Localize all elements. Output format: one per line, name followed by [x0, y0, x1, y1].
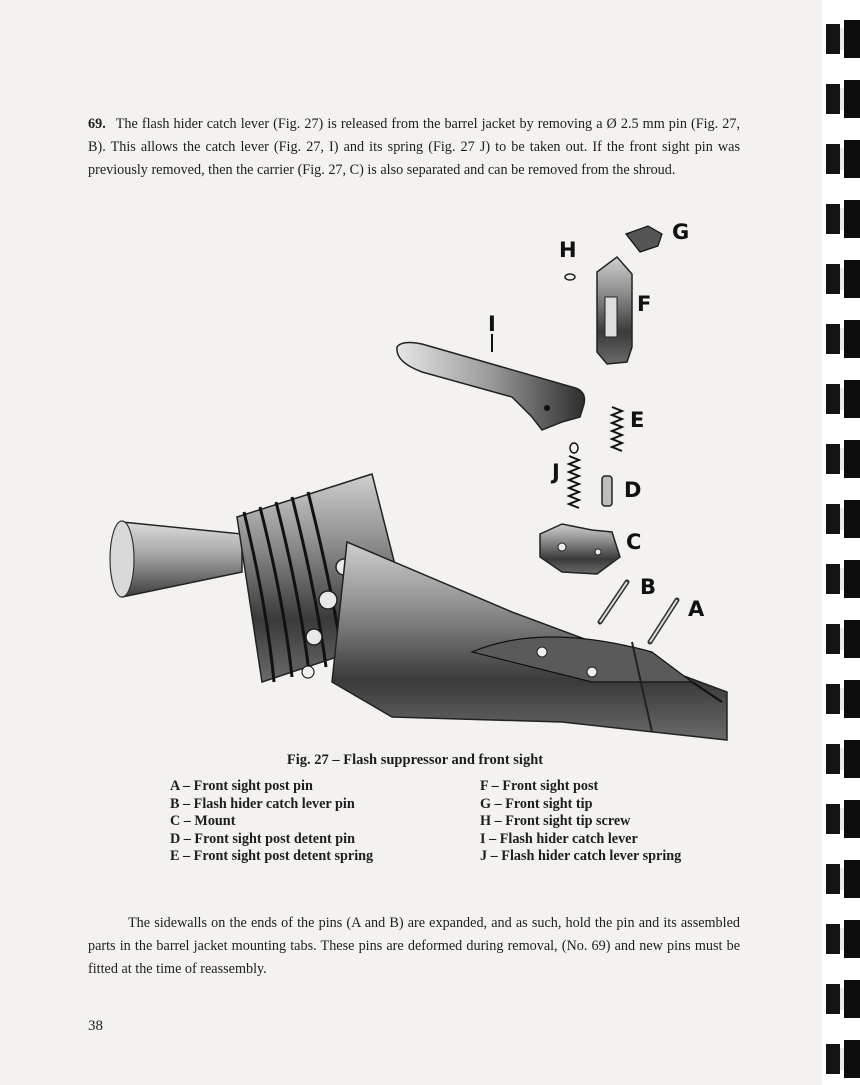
- legend-item-f: F – Front sight post: [480, 778, 599, 794]
- binding-loop: [826, 620, 860, 660]
- binding-loop: [826, 1040, 860, 1080]
- pins-a-and-b: [600, 582, 677, 642]
- legend-left-column: [170, 778, 373, 866]
- label-c: C: [626, 530, 642, 554]
- flash-hider-cone: [110, 521, 242, 597]
- detent-pin-part-d: [602, 476, 612, 506]
- figure-27-illustration: [92, 212, 742, 744]
- legend-item-i: I – Flash hider catch lever: [480, 830, 638, 847]
- barrel-jacket: [332, 542, 727, 740]
- front-sight-post-part-f: [597, 257, 632, 364]
- legend-item-j: J – Flash hider catch lever spring: [480, 848, 682, 864]
- tip-screw-part-h: [565, 274, 575, 280]
- label-d: D: [624, 478, 642, 502]
- binding-loop: [826, 140, 860, 180]
- catch-lever-spring-part-j: [569, 443, 579, 508]
- paragraph-69: [88, 113, 740, 182]
- label-h: H: [559, 238, 577, 262]
- label-a: A: [688, 597, 705, 621]
- legend-item-g: G – Front sight tip: [480, 795, 593, 812]
- legend-item-h: H – Front sight tip screw: [480, 813, 631, 829]
- binding-loop: [826, 740, 860, 780]
- binding-loop: [826, 500, 860, 540]
- catch-lever-part-i: [397, 343, 585, 430]
- paragraph-pins-note: The sidewalls on the ends of the pins (A and B) are expanded, and as such, hold the pin and its assembled parts in the barrel jacket mounting tabs. These pins are deformed during removal, (No. 69) and new pins must be fitted at the time of reassembly.: [88, 915, 740, 978]
- mount-part-c: [540, 524, 620, 574]
- legend-item-a: A – Front sight post pin: [170, 778, 313, 794]
- label-b: B: [640, 575, 657, 599]
- binding-loop: [826, 560, 860, 600]
- spiral-binding: [822, 0, 860, 1085]
- binding-loop: [826, 320, 860, 360]
- binding-loop: [826, 440, 860, 480]
- front-sight-tip-part-g: [626, 226, 662, 252]
- page-number: 38: [88, 1018, 103, 1034]
- binding-loop: [826, 800, 860, 840]
- label-j: J: [552, 460, 560, 484]
- paragraph-number: 69.: [88, 116, 106, 133]
- binding-loop: [826, 80, 860, 120]
- binding-loop: [826, 260, 860, 300]
- binding-loop: [826, 20, 860, 60]
- binding-loop: [826, 860, 860, 900]
- binding-loop: [826, 380, 860, 420]
- label-f: F: [637, 292, 652, 316]
- binding-loop: [826, 920, 860, 960]
- label-i: I: [488, 312, 496, 336]
- figure-caption: Fig. 27 – Flash suppressor and front sight: [286, 752, 544, 768]
- legend-item-b: B – Flash hider catch lever pin: [170, 795, 355, 812]
- binding-loop: [826, 680, 860, 720]
- legend-item-d: D – Front sight post detent pin: [170, 830, 355, 847]
- label-e: E: [630, 408, 645, 432]
- detent-spring-part-e: [612, 407, 622, 451]
- legend-item-c: C – Mount: [170, 813, 236, 829]
- binding-loop: [826, 200, 860, 240]
- paragraph-69-text: The flash hider catch lever (Fig. 27) is released from the barrel jacket by removing a Ø 2.5 mm pin (Fig. 27, B). This allows the catch lever (Fig. 27, I) and its spring (Fig. 27 J) to be taken out. If the front sight pin was previously removed, then the carrier (Fig. 27, C) is also separated and can be removed from the shroud.: [88, 116, 740, 179]
- binding-loop: [826, 980, 860, 1020]
- label-g: G: [672, 220, 690, 244]
- legend-item-e: E – Front sight post detent spring: [170, 848, 374, 864]
- legend-right-column: [480, 778, 681, 866]
